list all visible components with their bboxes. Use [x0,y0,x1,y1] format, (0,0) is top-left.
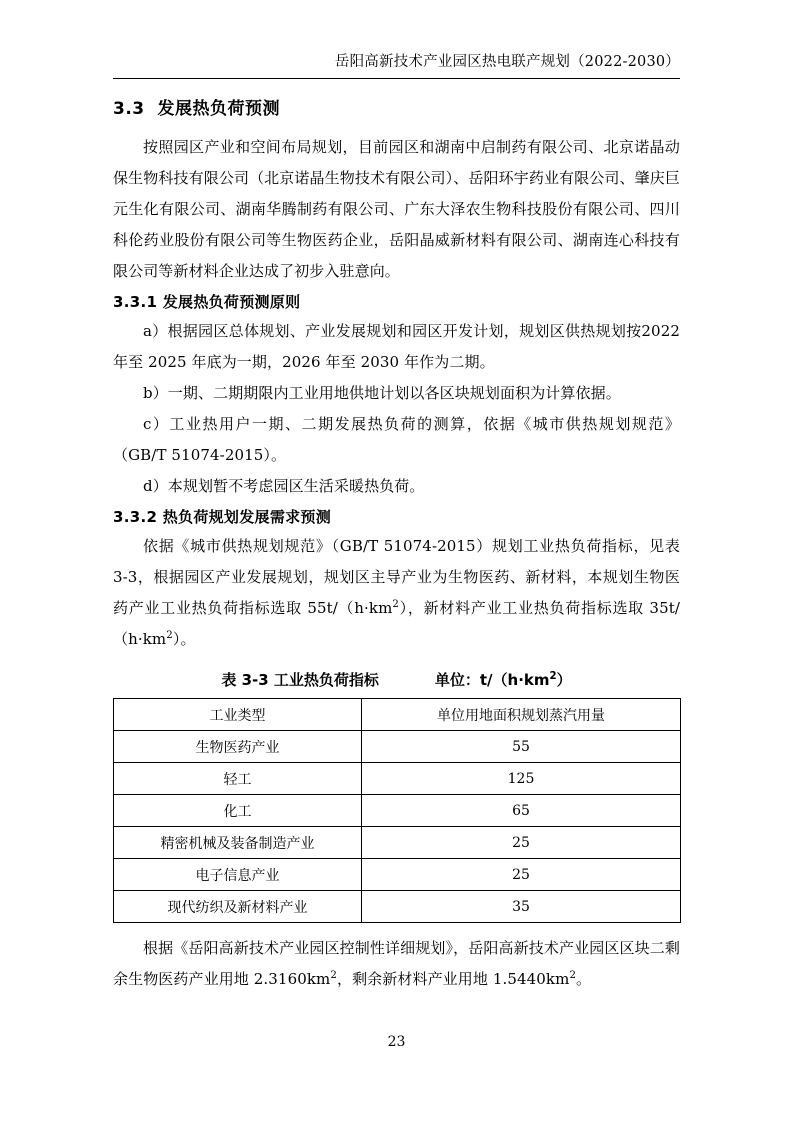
page-content [113,0,680,1122]
paragraph-intro: 按照园区产业和空间布局规划，目前园区和湖南中启制药有限公司、北京诺晶动保生物科技有限公司（北京诺晶生物技术有限公司）、岳阳环宇药业有限公司、肇庆巨元生化有限公司、湖南华腾制药有限公司、广东大泽农生物科技股份有限公司、四川科伦药业股份有限公司等生物医药企业，岳阳晶威新材料有限公司、湖南连心科技有限公司等新材料企业达成了初步入驻意向。 [113,138,680,280]
table-cell-type: 生物医药产业 [114,731,362,763]
table-cell-type: 轻工 [114,763,362,795]
table-cell-type: 化工 [114,795,362,827]
table-row [114,731,681,763]
land-text-2: ，剩余新材料产业用地 1.5440km [336,970,570,988]
section-heading-3-3 [113,94,680,119]
section-heading-3-3-2: 3.3.2 热负荷规划发展需求预测 [113,508,332,526]
header-title: 岳阳高新技术产业园区热电联产规划（2022-2030） [334,54,680,70]
paragraph-principle-b: b）一期、二期期限内工业用地供地计划以各区块规划面积为计算依据。 [143,384,621,402]
heat-load-index-table [113,698,681,923]
land-text-1: 根据《岳阳高新技术产业园区控制性详细规划》，岳阳高新技术产业园区区块二剩余生物医药产业用地 2.3160km [113,939,680,988]
table-cell-value: 125 [362,763,681,795]
table-caption-unit [435,669,572,690]
demand-text-1: 依据《城市供热规划规范》（GB/T 51074-2015）规划工业热负荷指标，见表 3-3，根据园区产业发展规划，规划区主导产业为生物医药、新材料，本规划生物医药产业工业热负荷指标选取 55t/（h·km [113,537,680,617]
paragraph-land-area [113,933,680,995]
table-cell-type: 现代纺织及新材料产业 [114,891,362,923]
page-footer [113,1034,680,1050]
demand-sup-2: 2 [166,630,173,641]
table-unit-sup: 2 [549,671,557,682]
table-unit-tail: ） [556,671,572,689]
header-divider [113,78,680,79]
table-caption-title: 表 3-3 工业热负荷指标 [221,671,379,689]
page-number: 23 [387,1034,406,1050]
table-cell-value: 25 [362,827,681,859]
table-header-row [114,699,681,731]
table-cell-value: 55 [362,731,681,763]
table-cell-type: 电子信息产业 [114,859,362,891]
paragraph-principle-a: a）根据园区总体规划、产业发展规划和园区开发计划，规划区供热规划按2022 年至 2025 年底为一期，2026 年至 2030 年作为二期。 [113,322,680,371]
table-row [114,859,681,891]
paragraph-demand-forecast [113,531,680,655]
body-area [113,94,680,995]
table-row [114,795,681,827]
table-cell-value: 25 [362,859,681,891]
section-heading-3-3-1: 3.3.1 发展热负荷预测原则 [113,293,301,311]
table-header-cell-type: 工业类型 [114,699,362,731]
table-cell-type: 精密机械及装备制造产业 [114,827,362,859]
paragraph-principle-c: c）工业热用户一期、二期发展热负荷的测算，依据《城市供热规划规范》（GB/T 51074-2015）。 [113,415,680,464]
table-row [114,763,681,795]
table-unit-label: 单位：t/（h·km [434,671,550,689]
table-row [114,891,681,923]
paragraph-principle-d: d）本规划暂不考虑园区生活采暖热负荷。 [143,477,425,495]
page-header [113,52,680,72]
demand-text-2: ），新材料产业工业热负荷指标选取 35t/（h·km [113,599,680,648]
section-number: 3.3 [113,99,145,119]
table-cell-value: 35 [362,891,681,923]
land-sup-2: 2 [569,970,577,981]
table-cell-value: 65 [362,795,681,827]
land-text-3: 。 [576,970,592,988]
section-title: 发展热负荷预测 [157,99,280,119]
demand-sup-1: 2 [392,599,400,610]
table-caption [113,669,680,690]
table-header-cell-value: 单位用地面积规划蒸汽用量 [362,699,681,731]
table-row [114,827,681,859]
demand-text-3: ）。 [172,630,196,648]
land-sup-1: 2 [330,970,337,981]
